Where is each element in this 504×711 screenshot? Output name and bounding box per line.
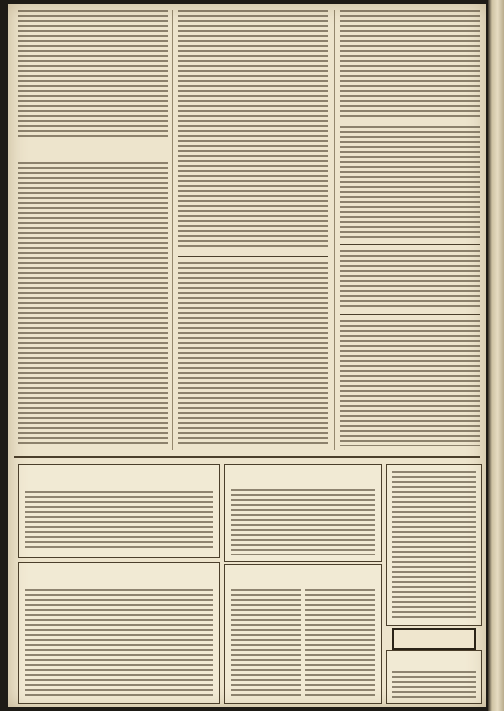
sale-ad-box xyxy=(386,464,482,626)
column-3-text-mid xyxy=(340,126,480,240)
sale-ad-text xyxy=(392,471,476,619)
column-3-divider-1 xyxy=(340,244,480,245)
column-rule-1 xyxy=(172,10,173,450)
notice-box-2 xyxy=(18,562,220,704)
notice-box-1 xyxy=(18,464,220,558)
column-3-text-bottom xyxy=(340,320,480,446)
column-3 xyxy=(340,8,480,448)
ads-separator xyxy=(14,456,480,458)
column-1-text-bottom xyxy=(18,162,168,446)
meeting-text xyxy=(231,489,375,555)
notice-1-text xyxy=(25,491,213,549)
column-rule-2 xyxy=(334,10,335,450)
labor-market-box xyxy=(224,564,382,704)
newspaper-page xyxy=(8,4,486,707)
column-3-divider-2 xyxy=(340,314,480,315)
column-2 xyxy=(178,8,328,448)
column-2-text-bottom xyxy=(178,262,328,446)
column-1-section-heading xyxy=(18,144,168,158)
tree-ad-box xyxy=(386,650,482,704)
column-2-divider xyxy=(178,256,328,257)
recommendation-stamp xyxy=(392,628,476,650)
labor-market-table-right xyxy=(305,589,375,697)
column-1 xyxy=(18,8,168,448)
labor-market-table-left xyxy=(231,589,301,697)
adjacent-page-edge xyxy=(488,0,504,711)
column-3-text-lower xyxy=(340,250,480,310)
meeting-notice-box xyxy=(224,464,382,562)
tree-ad-text xyxy=(392,671,476,699)
column-2-text-top xyxy=(178,10,328,250)
notice-2-text xyxy=(25,589,213,697)
column-1-text-top xyxy=(18,10,168,140)
column-3-text-top xyxy=(340,10,480,120)
